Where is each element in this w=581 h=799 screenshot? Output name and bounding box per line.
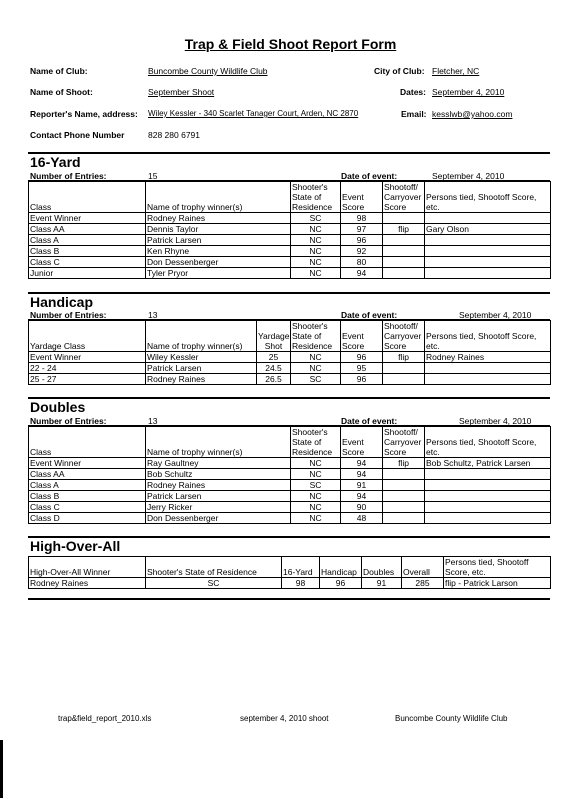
cell [383,246,425,257]
cell [425,513,551,524]
cell [425,363,551,374]
header-cell: Shootoff/ Carryover Score [383,321,425,352]
section-divider [28,397,550,399]
header-cell: Shootoff/ Carryover Score [383,427,425,458]
table-row [29,257,551,268]
cell [425,246,551,257]
cell: Rodney Raines [146,480,291,491]
club-value: Buncombe County Wildlife Club [148,66,268,76]
table-row [29,480,551,491]
cell: flip - Patrick Larson [444,578,551,589]
cell [383,235,425,246]
scan-edge-mark [0,740,3,798]
cell: 94 [341,469,383,480]
cell: 98 [341,213,383,224]
table-row [29,469,551,480]
table-row [29,213,551,224]
cell: 94 [341,491,383,502]
phone-value: 828 280 6791 [148,130,200,140]
cell: Junior [29,268,146,279]
cell: 80 [341,257,383,268]
cell: Patrick Larsen [146,235,291,246]
date-label: Date of event: [341,171,398,181]
shoot-label: Name of Shoot: [30,87,93,97]
handicap-table [28,320,551,385]
header-cell: Class [29,427,146,458]
cell: Wiley Kessler [146,352,257,363]
cell [383,469,425,480]
entries-value: 13 [148,416,158,426]
header-cell: 16-Yard [282,557,320,578]
header-cell: Name of trophy winner(s) [146,427,291,458]
cell [383,363,425,374]
header-cell: Name of trophy winner(s) [146,321,257,352]
cell: Rodney Raines [425,352,551,363]
header-cell: Shootoff/ Carryover Score [383,182,425,213]
table-row [29,235,551,246]
phone-label: Contact Phone Number [30,130,125,140]
section-title-doubles: Doubles [30,399,86,415]
cell: Class B [29,246,146,257]
table-row [29,513,551,524]
header-cell: Shooter's State of Residence [146,557,282,578]
cell [383,502,425,513]
header-cell: Class [29,182,146,213]
cell: 91 [362,578,402,589]
cell: 48 [341,513,383,524]
date-label: Date of event: [341,310,398,320]
cell: 25 - 27 [29,374,146,385]
header-cell: Handicap [320,557,362,578]
cell [425,502,551,513]
cell: flip [383,352,425,363]
cell: Dennis Taylor [146,224,291,235]
cell: Don Dessenberger [146,257,291,268]
cell [425,469,551,480]
cell: Class D [29,513,146,524]
table-row [29,268,551,279]
section-divider [28,598,550,600]
sixteen-yard-table [28,181,551,279]
cell: SC [146,578,282,589]
header-cell: Event Score [341,427,383,458]
cell: flip [383,224,425,235]
cell: Tyler Pryor [146,268,291,279]
table-header-row [29,182,551,213]
cell: 92 [341,246,383,257]
header-cell: Event Score [341,321,383,352]
cell [425,235,551,246]
cell: Bob Schultz, Patrick Larsen [425,458,551,469]
cell: Jerry Ricker [146,502,291,513]
cell: Class A [29,235,146,246]
header-cell: Shooter's State of Residence [291,427,341,458]
cell [383,491,425,502]
city-value: Fletcher, NC [432,66,480,76]
section-divider [28,292,550,294]
table-row [29,458,551,469]
cell [425,268,551,279]
table-row [29,491,551,502]
doubles-table [28,426,551,524]
cell: Event Winner [29,352,146,363]
cell [383,213,425,224]
cell: NC [291,352,341,363]
header-cell: Doubles [362,557,402,578]
page-title: Trap & Field Shoot Report Form [184,36,397,52]
date-value: September 4, 2010 [459,416,532,426]
table-header-row [29,321,551,352]
cell: Class A [29,480,146,491]
cell: 90 [341,502,383,513]
table-row [29,374,551,385]
date-label: Date of event: [341,416,398,426]
header-cell: Shooter's State of Residence [291,182,341,213]
cell: NC [291,458,341,469]
cell [425,480,551,491]
cell: Class C [29,257,146,268]
cell [383,513,425,524]
cell: 96 [341,235,383,246]
cell: SC [291,213,341,224]
footer-club: Buncombe County Wildlife Club [395,714,508,723]
shoot-value: September Shoot [148,87,215,97]
cell [383,268,425,279]
cell: Rodney Raines [29,578,146,589]
cell: flip [383,458,425,469]
cell [425,491,551,502]
entries-label: Number of Entries: [30,310,107,320]
reporter-label: Reporter's Name, address: [30,109,138,119]
cell: 97 [341,224,383,235]
cell: Class B [29,491,146,502]
cell: NC [291,469,341,480]
cell: Don Dessenberger [146,513,291,524]
cell: 96 [341,374,383,385]
header-cell: Yardage Shot [257,321,291,352]
header-cell: Persons tied, Shootoff Score, etc. [444,557,551,578]
cell [383,257,425,268]
cell: Gary Olson [425,224,551,235]
header-cell: Persons tied, Shootoff Score, etc. [425,427,551,458]
entries-label: Number of Entries: [30,416,107,426]
section-title-high-over-all: High-Over-All [30,538,121,554]
cell: NC [291,363,341,374]
cell: Event Winner [29,213,146,224]
header-cell: Persons tied, Shootoff Score, etc. [425,182,551,213]
cell: 96 [320,578,362,589]
cell: Patrick Larsen [146,363,257,374]
table-header-row [29,427,551,458]
cell: NC [291,513,341,524]
header-cell: Overall [402,557,444,578]
dates-label: Dates: [400,87,426,97]
cell [383,480,425,491]
cell [425,374,551,385]
email-value: kesslwb@yahoo.com [432,109,513,119]
cell: NC [291,224,341,235]
cell: 285 [402,578,444,589]
cell: 25 [257,352,291,363]
cell: NC [291,246,341,257]
cell: Class AA [29,224,146,235]
table-header-row [29,557,551,578]
footer-filename: trap&field_report_2010.xls [58,714,152,723]
cell: 95 [341,363,383,374]
cell: 94 [341,268,383,279]
entries-value: 15 [148,171,158,181]
cell: NC [291,257,341,268]
cell: Bob Schultz [146,469,291,480]
cell: 98 [282,578,320,589]
header-cell: Shooter's State of Residence [291,321,341,352]
table-row [29,578,551,589]
entries-label: Number of Entries: [30,171,107,181]
table-row [29,502,551,513]
cell: NC [291,491,341,502]
section-divider [28,152,550,154]
cell [383,374,425,385]
table-row [29,352,551,363]
header-cell: Event Score [341,182,383,213]
cell: Ray Gaultney [146,458,291,469]
header-cell: Persons tied, Shootoff Score, etc. [425,321,551,352]
date-value: September 4, 2010 [459,310,532,320]
header-cell: Yardage Class [29,321,146,352]
section-title-16-yard: 16-Yard [30,154,81,170]
header-cell: Name of trophy winner(s) [146,182,291,213]
entries-value: 13 [148,310,158,320]
dates-value: September 4, 2010 [432,87,505,97]
cell: 22 - 24 [29,363,146,374]
cell [425,257,551,268]
table-row [29,224,551,235]
cell: 94 [341,458,383,469]
cell: Class C [29,502,146,513]
cell: Ken Rhyne [146,246,291,257]
reporter-value: Wiley Kessler - 340 Scarlet Tanager Court, Arden, NC 2870 [148,109,359,118]
city-label: City of Club: [374,66,425,76]
table-row [29,363,551,374]
cell: 26.5 [257,374,291,385]
cell: NC [291,268,341,279]
club-label: Name of Club: [30,66,88,76]
high-over-all-table [28,556,551,589]
date-value: September 4, 2010 [432,171,505,181]
cell: Event Winner [29,458,146,469]
cell: 91 [341,480,383,491]
cell: 96 [341,352,383,363]
section-title-handicap: Handicap [30,294,94,310]
cell: NC [291,235,341,246]
footer-shoot: september 4, 2010 shoot [240,714,329,723]
cell: Rodney Raines [146,374,257,385]
cell: Rodney Raines [146,213,291,224]
cell: Class AA [29,469,146,480]
table-row [29,246,551,257]
cell: SC [291,480,341,491]
cell: NC [291,502,341,513]
cell: 24.5 [257,363,291,374]
cell: SC [291,374,341,385]
header-cell: High-Over-All Winner [29,557,146,578]
email-label: Email: [401,109,427,119]
cell [425,213,551,224]
cell: Patrick Larsen [146,491,291,502]
